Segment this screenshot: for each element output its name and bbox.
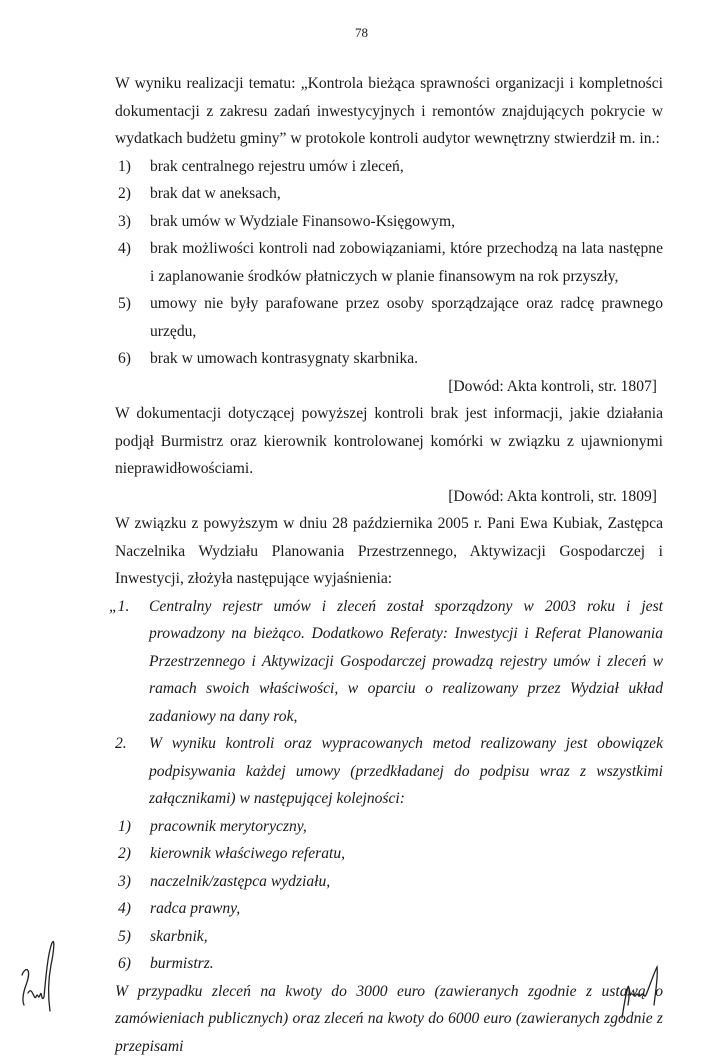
list-number: 1): [118, 153, 131, 181]
list-number: 3): [118, 868, 131, 896]
list-item: [115, 868, 663, 896]
list-number: 6): [118, 950, 131, 978]
list-item: [115, 290, 663, 345]
list-number: 3): [118, 208, 131, 236]
list-text: umowy nie były parafowane przez osoby sporządzające oraz radcę prawnego urzędu,: [150, 295, 663, 340]
list-text: brak w umowach kontrasygnaty skarbnika.: [150, 350, 418, 367]
evidence-citation: [Dowód: Akta kontroli, str. 1809]: [115, 483, 663, 511]
findings-list: [115, 153, 663, 373]
list-number: 4): [118, 235, 131, 263]
list-text: burmistrz.: [150, 955, 214, 972]
list-item: [115, 923, 663, 951]
list-item: [115, 180, 663, 208]
list-item: [115, 208, 663, 236]
evidence-citation: [Dowód: Akta kontroli, str. 1807]: [115, 373, 663, 401]
list-text: naczelnik/zastępca wydziału,: [150, 873, 330, 890]
list-number: 2): [118, 840, 131, 868]
list-number: 6): [118, 345, 131, 373]
explanation-item: [115, 593, 663, 731]
list-item: [115, 345, 663, 373]
list-number: „1.: [109, 593, 129, 621]
list-item: [115, 950, 663, 978]
list-text: brak centralnego rejestru umów i zleceń,: [150, 158, 404, 175]
paragraph: W związku z powyższym w dniu 28 października 2005 r. Pani Ewa Kubiak, Zastępca Naczelnika Wydziału Planowania Przestrzennego, Aktywizacji Gospodarczej i Inwestycji, złożyła następujące wyjaśnienia:: [115, 510, 663, 593]
list-number: 2.: [115, 730, 127, 758]
list-text: brak dat w aneksach,: [150, 185, 281, 202]
list-text: pracownik merytoryczny,: [150, 818, 307, 835]
list-item: [115, 153, 663, 181]
list-text: brak możliwości kontroli nad zobowiązaniami, które przechodzą na lata następne i zaplanowanie środków płatniczych w planie finansowym na rok przyszły,: [150, 240, 663, 285]
list-number: 5): [118, 923, 131, 951]
list-text: skarbnik,: [150, 928, 208, 945]
list-item: [115, 895, 663, 923]
list-number: 1): [118, 813, 131, 841]
list-text: Centralny rejestr umów i zleceń został sporządzony w 2003 roku i jest prowadzony na bieżąco. Dodatkowo Referaty: Inwestycji i Referat Planowania Przestrzennego i Aktywizacji Gospodarczej prowadzą rejestry umów i zleceń w ramach swoich właściwości, w oparciu o realizowany przez Wydział układ zadaniowy na dany rok,: [149, 598, 663, 725]
page-number: 78: [0, 25, 723, 41]
list-item: [115, 813, 663, 841]
list-item: [115, 840, 663, 868]
intro-paragraph: W wyniku realizacji tematu: „Kontrola bieżąca sprawności organizacji i kompletności dokumentacji z zakresu zadań inwestycyjnych i remontów znajdujących pokrycie w wydatkach budżetu gminy” w protokole kontroli audytor wewnętrzny stwierdził m. in.:: [115, 70, 663, 153]
explanation-item: [115, 730, 663, 813]
handwritten-signature-right: [618, 965, 660, 1020]
paragraph: W dokumentacji dotyczącej powyższej kontroli brak jest informacji, jakie działania podjął Burmistrz oraz kierownik kontrolowanej komórki w związku z ujawnionymi nieprawidłowościami.: [115, 400, 663, 483]
list-item: [115, 235, 663, 290]
handwritten-initials-left: [18, 935, 58, 1015]
list-number: 5): [118, 290, 131, 318]
closing-paragraph: W przypadku zleceń na kwoty do 3000 euro (zawieranych zgodnie z ustawą o zamówieniach publicznych) oraz zleceń na kwoty do 6000 euro (zawieranych zgodnie z przepisami: [115, 978, 663, 1060]
list-number: 4): [118, 895, 131, 923]
explanations-quote: [115, 593, 663, 1060]
list-text: W wyniku kontroli oraz wypracowanych metod realizowany jest obowiązek podpisywania każdej umowy (przedkładanej do podpisu wraz z wszystkimi załącznikami) w następującej kolejności:: [149, 735, 663, 807]
list-text: brak umów w Wydziale Finansowo-Księgowym,: [150, 213, 455, 230]
list-number: 2): [118, 180, 131, 208]
signing-order-list: [115, 813, 663, 978]
list-text: radca prawny,: [150, 900, 240, 917]
list-text: kierownik właściwego referatu,: [150, 845, 345, 862]
document-body: [115, 70, 663, 1060]
